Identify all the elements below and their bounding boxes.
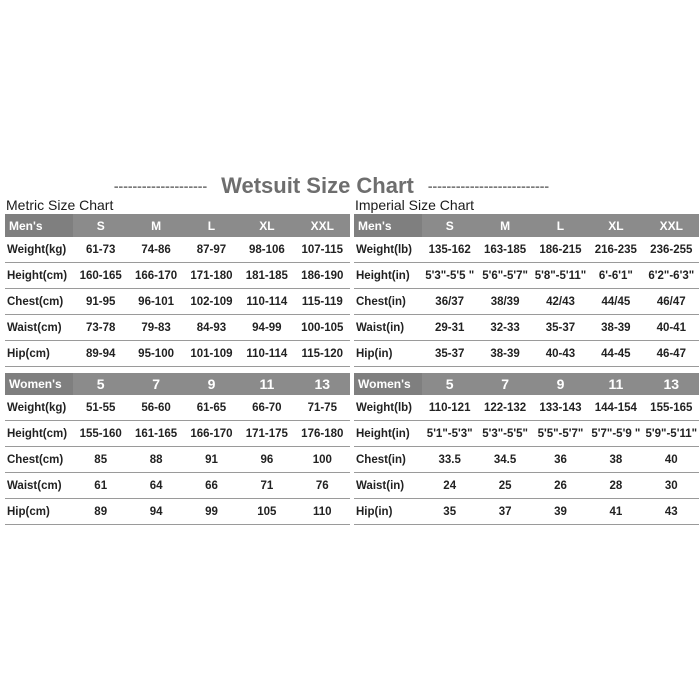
table-cell: 101-109	[184, 341, 239, 367]
table-cell: 71-75	[295, 395, 350, 421]
size-header: 13	[644, 373, 699, 395]
table-cell: 115-119	[295, 289, 350, 315]
table-header-row	[354, 373, 699, 395]
table-cell: 71	[239, 473, 294, 499]
metric-size-chart	[5, 197, 350, 525]
table-cell: 26	[533, 473, 588, 499]
measure-label: Height(cm)	[5, 263, 73, 289]
table-row	[354, 263, 699, 289]
size-header: L	[184, 214, 239, 237]
size-header: 9	[533, 373, 588, 395]
table-cell: 161-165	[128, 421, 183, 447]
size-header: S	[73, 214, 128, 237]
table-row	[5, 237, 350, 263]
table-cell: 34.5	[477, 447, 532, 473]
table-cell: 39	[533, 499, 588, 525]
table-cell: 5'6"-5'7"	[477, 263, 532, 289]
table-cell: 64	[128, 473, 183, 499]
imperial-women-table	[354, 373, 699, 525]
table-cell: 43	[644, 499, 699, 525]
table-cell: 186-215	[533, 237, 588, 263]
measure-label: Hip(cm)	[5, 341, 73, 367]
table-cell: 236-255	[644, 237, 699, 263]
imperial-size-chart	[354, 197, 699, 525]
table-row	[5, 263, 350, 289]
size-header: 11	[588, 373, 643, 395]
table-row	[354, 289, 699, 315]
measure-label: Waist(cm)	[5, 315, 73, 341]
table-cell: 171-175	[239, 421, 294, 447]
header-label: Women's	[354, 373, 422, 395]
table-cell: 160-165	[73, 263, 128, 289]
table-row	[5, 473, 350, 499]
measure-label: Weight(kg)	[5, 395, 73, 421]
table-cell: 6'-6'1"	[588, 263, 643, 289]
table-cell: 91-95	[73, 289, 128, 315]
measure-label: Weight(lb)	[354, 237, 422, 263]
table-cell: 135-162	[422, 237, 477, 263]
imperial-men-table	[354, 214, 699, 367]
table-cell: 84-93	[184, 315, 239, 341]
table-cell: 44-45	[588, 341, 643, 367]
table-cell: 95-100	[128, 341, 183, 367]
table-cell: 94-99	[239, 315, 294, 341]
table-cell: 40-41	[644, 315, 699, 341]
table-cell: 73-78	[73, 315, 128, 341]
table-cell: 6'2"-6'3"	[644, 263, 699, 289]
size-header: 5	[422, 373, 477, 395]
table-cell: 29-31	[422, 315, 477, 341]
table-cell: 107-115	[295, 237, 350, 263]
table-cell: 102-109	[184, 289, 239, 315]
size-header: L	[533, 214, 588, 237]
table-cell: 32-33	[477, 315, 532, 341]
table-cell: 155-165	[644, 395, 699, 421]
size-header: XL	[239, 214, 294, 237]
table-cell: 38-39	[588, 315, 643, 341]
size-header: XXL	[644, 214, 699, 237]
table-cell: 61-65	[184, 395, 239, 421]
table-cell: 100-105	[295, 315, 350, 341]
table-cell: 30	[644, 473, 699, 499]
table-cell: 89-94	[73, 341, 128, 367]
table-cell: 166-170	[128, 263, 183, 289]
table-cell: 24	[422, 473, 477, 499]
table-cell: 5'5"-5'7"	[533, 421, 588, 447]
table-row	[5, 289, 350, 315]
table-header-row	[354, 214, 699, 237]
table-cell: 41	[588, 499, 643, 525]
table-cell: 110-121	[422, 395, 477, 421]
measure-label: Height(in)	[354, 421, 422, 447]
table-cell: 61-73	[73, 237, 128, 263]
table-cell: 163-185	[477, 237, 532, 263]
table-cell: 87-97	[184, 237, 239, 263]
size-header: 11	[239, 373, 294, 395]
size-header: 9	[184, 373, 239, 395]
table-cell: 110-114	[239, 341, 294, 367]
table-cell: 133-143	[533, 395, 588, 421]
table-cell: 35	[422, 499, 477, 525]
table-cell: 166-170	[184, 421, 239, 447]
measure-label: Hip(in)	[354, 341, 422, 367]
table-cell: 171-180	[184, 263, 239, 289]
measure-label: Chest(in)	[354, 447, 422, 473]
table-cell: 98-106	[239, 237, 294, 263]
table-cell: 37	[477, 499, 532, 525]
measure-label: Weight(kg)	[5, 237, 73, 263]
table-cell: 89	[73, 499, 128, 525]
table-cell: 110-114	[239, 289, 294, 315]
measure-label: Chest(cm)	[5, 289, 73, 315]
size-header: M	[128, 214, 183, 237]
table-cell: 74-86	[128, 237, 183, 263]
table-cell: 88	[128, 447, 183, 473]
table-cell: 61	[73, 473, 128, 499]
table-cell: 181-185	[239, 263, 294, 289]
table-cell: 40-43	[533, 341, 588, 367]
table-cell: 36	[533, 447, 588, 473]
table-cell: 105	[239, 499, 294, 525]
table-cell: 85	[73, 447, 128, 473]
measure-label: Weight(lb)	[354, 395, 422, 421]
measure-label: Height(cm)	[5, 421, 73, 447]
table-header-row	[5, 373, 350, 395]
table-row	[354, 499, 699, 525]
table-cell: 36/37	[422, 289, 477, 315]
table-cell: 99	[184, 499, 239, 525]
table-cell: 76	[295, 473, 350, 499]
table-cell: 176-180	[295, 421, 350, 447]
table-row	[354, 315, 699, 341]
title-dashes-right: --------------------------	[427, 178, 550, 194]
table-cell: 56-60	[128, 395, 183, 421]
size-header: S	[422, 214, 477, 237]
size-header: XL	[588, 214, 643, 237]
table-cell: 33.5	[422, 447, 477, 473]
table-row	[354, 395, 699, 421]
measure-label: Hip(cm)	[5, 499, 73, 525]
header-label: Men's	[354, 214, 422, 237]
table-cell: 5'8"-5'11"	[533, 263, 588, 289]
measure-label: Waist(in)	[354, 315, 422, 341]
metric-heading: Metric Size Chart	[6, 197, 114, 213]
header-label: Men's	[5, 214, 73, 237]
table-cell: 91	[184, 447, 239, 473]
table-cell: 5'3"-5'5 "	[422, 263, 477, 289]
size-header: 13	[295, 373, 350, 395]
size-header: 5	[73, 373, 128, 395]
measure-label: Chest(in)	[354, 289, 422, 315]
table-cell: 42/43	[533, 289, 588, 315]
table-cell: 66-70	[239, 395, 294, 421]
table-row	[5, 421, 350, 447]
table-cell: 44/45	[588, 289, 643, 315]
table-row	[354, 447, 699, 473]
size-header: M	[477, 214, 532, 237]
table-cell: 51-55	[73, 395, 128, 421]
table-cell: 186-190	[295, 263, 350, 289]
table-cell: 40	[644, 447, 699, 473]
table-cell: 46-47	[644, 341, 699, 367]
table-cell: 96-101	[128, 289, 183, 315]
measure-label: Hip(in)	[354, 499, 422, 525]
header-label: Women's	[5, 373, 73, 395]
table-cell: 155-160	[73, 421, 128, 447]
table-row	[354, 237, 699, 263]
measure-label: Chest(cm)	[5, 447, 73, 473]
size-header: XXL	[295, 214, 350, 237]
table-header-row	[5, 214, 350, 237]
table-cell: 5'7"-5'9 "	[588, 421, 643, 447]
table-cell: 144-154	[588, 395, 643, 421]
table-cell: 25	[477, 473, 532, 499]
measure-label: Height(in)	[354, 263, 422, 289]
table-cell: 79-83	[128, 315, 183, 341]
metric-men-table	[5, 214, 350, 367]
table-cell: 122-132	[477, 395, 532, 421]
table-cell: 94	[128, 499, 183, 525]
table-row	[354, 421, 699, 447]
table-cell: 46/47	[644, 289, 699, 315]
imperial-heading: Imperial Size Chart	[355, 197, 475, 213]
table-cell: 28	[588, 473, 643, 499]
size-header: 7	[477, 373, 532, 395]
table-row	[5, 315, 350, 341]
table-cell: 115-120	[295, 341, 350, 367]
table-cell: 216-235	[588, 237, 643, 263]
page-title: Wetsuit Size Chart	[221, 173, 414, 198]
table-row	[354, 341, 699, 367]
title-dashes-left: --------------------	[113, 178, 208, 194]
table-row	[5, 395, 350, 421]
table-cell: 38	[588, 447, 643, 473]
table-row	[354, 473, 699, 499]
table-cell: 96	[239, 447, 294, 473]
table-cell: 5'1"-5'3"	[422, 421, 477, 447]
size-header: 7	[128, 373, 183, 395]
table-cell: 66	[184, 473, 239, 499]
table-cell: 38-39	[477, 341, 532, 367]
table-row	[5, 341, 350, 367]
table-cell: 110	[295, 499, 350, 525]
table-cell: 38/39	[477, 289, 532, 315]
measure-label: Waist(cm)	[5, 473, 73, 499]
table-cell: 35-37	[533, 315, 588, 341]
table-row	[5, 499, 350, 525]
metric-women-table	[5, 373, 350, 525]
table-cell: 5'9"-5'11"	[644, 421, 699, 447]
table-cell: 5'3"-5'5"	[477, 421, 532, 447]
table-row	[5, 447, 350, 473]
measure-label: Waist(in)	[354, 473, 422, 499]
table-cell: 100	[295, 447, 350, 473]
table-cell: 35-37	[422, 341, 477, 367]
